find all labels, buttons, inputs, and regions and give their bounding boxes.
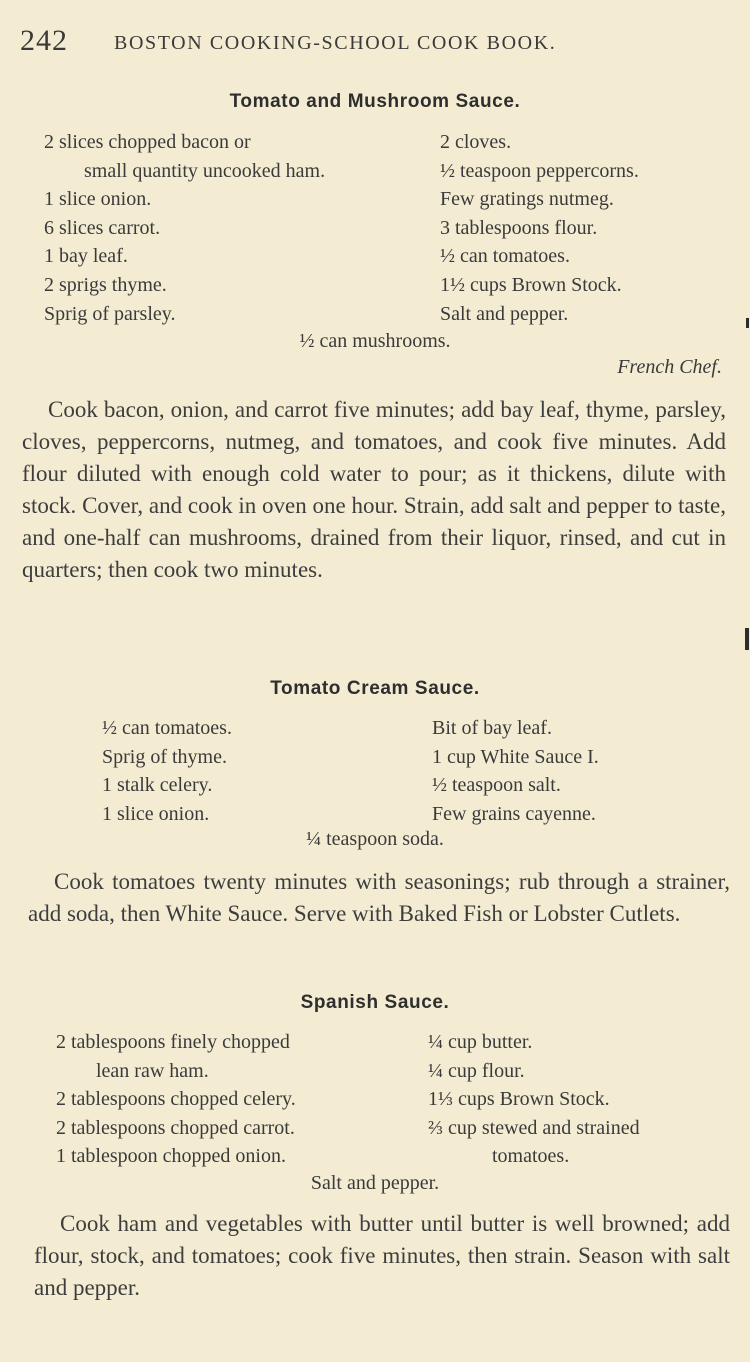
ingredient: 6 slices carrot. bbox=[44, 216, 161, 239]
page-number: 242 bbox=[20, 24, 68, 57]
ingredient: 1⅓ cups Brown Stock. bbox=[428, 1088, 610, 1111]
ingredient-centered: ½ can mushrooms. bbox=[299, 330, 451, 352]
ingredient: 1 slice onion. bbox=[102, 802, 210, 825]
ingredient: 2 tablespoons chopped carrot. bbox=[56, 1116, 295, 1139]
ingredient: 1 stalk celery. bbox=[102, 774, 213, 797]
ingredient: 2 tablespoons chopped celery. bbox=[56, 1088, 296, 1111]
ingredient: 1½ cups Brown Stock. bbox=[440, 273, 622, 296]
ingredient: 1 cup White Sauce I. bbox=[432, 745, 599, 768]
ingredient: lean raw ham. bbox=[96, 1059, 209, 1082]
ingredient: Sprig of thyme. bbox=[102, 745, 227, 768]
ingredient-centered: Salt and pepper. bbox=[310, 1172, 440, 1194]
ingredient: Salt and pepper. bbox=[440, 302, 569, 325]
recipe-directions: Cook tomatoes twenty minutes with seasonings; rub through a strainer, add soda, then White Sauce. Serve with Baked Fish or Lobster Cutlets. bbox=[28, 869, 730, 926]
ingredient: small quantity uncooked ham. bbox=[84, 159, 326, 182]
ingredient: ½ teaspoon peppercorns. bbox=[440, 159, 639, 182]
ingredient: ¼ cup butter. bbox=[428, 1031, 533, 1053]
ingredient: ½ can tomatoes. bbox=[440, 245, 570, 268]
ingredient: 1 bay leaf. bbox=[44, 245, 128, 268]
ingredient-list-right bbox=[428, 1028, 640, 1171]
ingredient: ½ can tomatoes. bbox=[102, 717, 232, 739]
ingredient: ¼ cup flour. bbox=[428, 1059, 525, 1082]
recipe-directions: Cook ham and vegetables with butter until butter is well browned; add flour, stock, and tomatoes; cook five minutes, then strain. Season with salt and pepper. bbox=[34, 1211, 730, 1300]
ingredient: 3 tablespoons flour. bbox=[440, 216, 598, 239]
ingredient-centered: ¼ teaspoon soda. bbox=[306, 828, 444, 850]
ingredient-list-left bbox=[56, 1028, 296, 1171]
ingredient: Few gratings nutmeg. bbox=[440, 188, 614, 211]
recipe-title: Tomato Cream Sauce. bbox=[270, 678, 480, 699]
ingredient-list-left bbox=[102, 714, 232, 828]
ingredient: ⅔ cup stewed and strained bbox=[428, 1116, 640, 1139]
recipe-title: Spanish Sauce. bbox=[300, 992, 450, 1013]
ingredient: 2 sprigs thyme. bbox=[44, 273, 167, 296]
scan-mark bbox=[745, 628, 749, 650]
ingredient: Few grains cayenne. bbox=[432, 802, 596, 825]
page-header bbox=[20, 22, 730, 62]
recipe-title: Tomato and Mushroom Sauce. bbox=[229, 91, 521, 112]
ingredient-list-left bbox=[44, 128, 325, 328]
ingredient: Sprig of parsley. bbox=[44, 302, 176, 325]
ingredient: 2 cloves. bbox=[440, 131, 512, 153]
ingredient-list-right bbox=[440, 128, 639, 328]
ingredient: Bit of bay leaf. bbox=[432, 717, 552, 739]
running-title: BOSTON COOKING-SCHOOL COOK BOOK. bbox=[114, 32, 557, 54]
ingredient: tomatoes. bbox=[492, 1145, 570, 1168]
ingredient: 1 slice onion. bbox=[44, 188, 152, 211]
ingredient: 1 tablespoon chopped onion. bbox=[56, 1145, 286, 1168]
recipe-directions: Cook bacon, onion, and carrot five minutes; add bay leaf, thyme, parsley, cloves, peppercorns, nutmeg, and tomatoes, and cook five minutes. Add flour diluted with enough cold water to pour; as it thickens, dilute with stock. Cover, and cook in oven one hour. Strain, add salt and pepper to taste, and one-half can mushrooms, drained from their liquor, rinsed, and cut in quarters; then cook two minutes. bbox=[22, 397, 726, 582]
ingredient: ½ teaspoon salt. bbox=[432, 774, 561, 797]
ingredient: 2 tablespoons finely chopped bbox=[56, 1031, 290, 1053]
ingredient-list-right bbox=[432, 714, 599, 828]
ingredient: 2 slices chopped bacon or bbox=[44, 131, 251, 153]
recipe-attribution: French Chef. bbox=[617, 356, 722, 378]
scan-mark bbox=[746, 318, 749, 328]
